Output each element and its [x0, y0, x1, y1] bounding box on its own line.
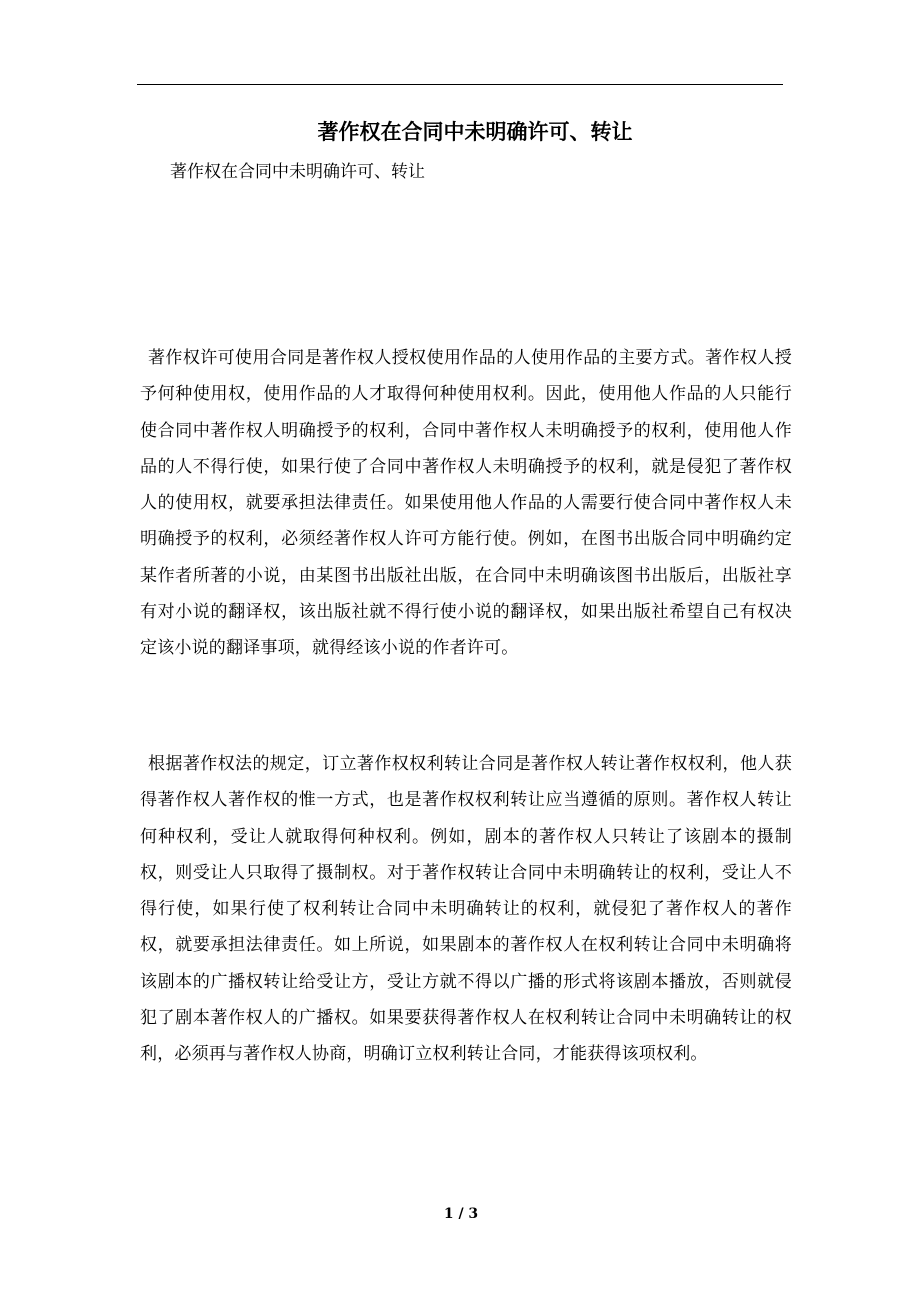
document-title: 著作权在合同中未明确许可、转让	[317, 119, 633, 144]
document-subtitle: 著作权在合同中未明确许可、转让	[170, 162, 425, 182]
body-paragraph-2: 根据著作权法的规定，订立著作权权利转让合同是著作权人转让著作权权利，他人获得著作权人著作权的惟一方式，也是著作权权利转让应当遵循的原则。著作权人转让何种权利，受让人就取得何种权利。例如，剧本的著作权人只转让了该剧本的摄制权，则受让人只取得了摄制权。对于著作权转让合同中未明确转让的权利，受让人不得行使，如果行使了权利转让合同中未明确转让的权利，就侵犯了著作权人的著作权，就要承担法律责任。如上所说，如果剧本的著作权人在权利转让合同中未明确将该剧本的广播权转让给受让方，受让方就不得以广播的形式将该剧本播放，否则就侵犯了剧本著作权人的广播权。如果要获得著作权人在权利转让合同中未明确转让的权利，必须再与著作权人协商，明确订立权利转让合同，才能获得该项权利。	[140, 754, 792, 1065]
page-number: 1 / 3	[443, 1206, 479, 1222]
body-paragraph-1: 著作权许可使用合同是著作权人授权使用作品的人使用作品的主要方式。著作权人授予何种使用权，使用作品的人才取得何种使用权利。因此，使用他人作品的人只能行使合同中著作权人明确授予的权利，合同中著作权人未明确授予的权利，使用他人作品的人不得行使，如果行使了合同中著作权人未明确授予的权利，就是侵犯了著作权人的使用权，就要承担法律责任。如果使用他人作品的人需要行使合同中著作权人未明确授予的权利，必须经著作权人许可方能行使。例如，在图书出版合同中明确约定某作者所著的小说，由某图书出版社出版，在合同中未明确该图书出版后，出版社享有对小说的翻译权，该出版社就不得行使小说的翻译权，如果出版社希望自己有权决定该小说的翻译事项，就得经该小说的作者许可。	[140, 348, 792, 659]
header-rule	[137, 84, 783, 85]
